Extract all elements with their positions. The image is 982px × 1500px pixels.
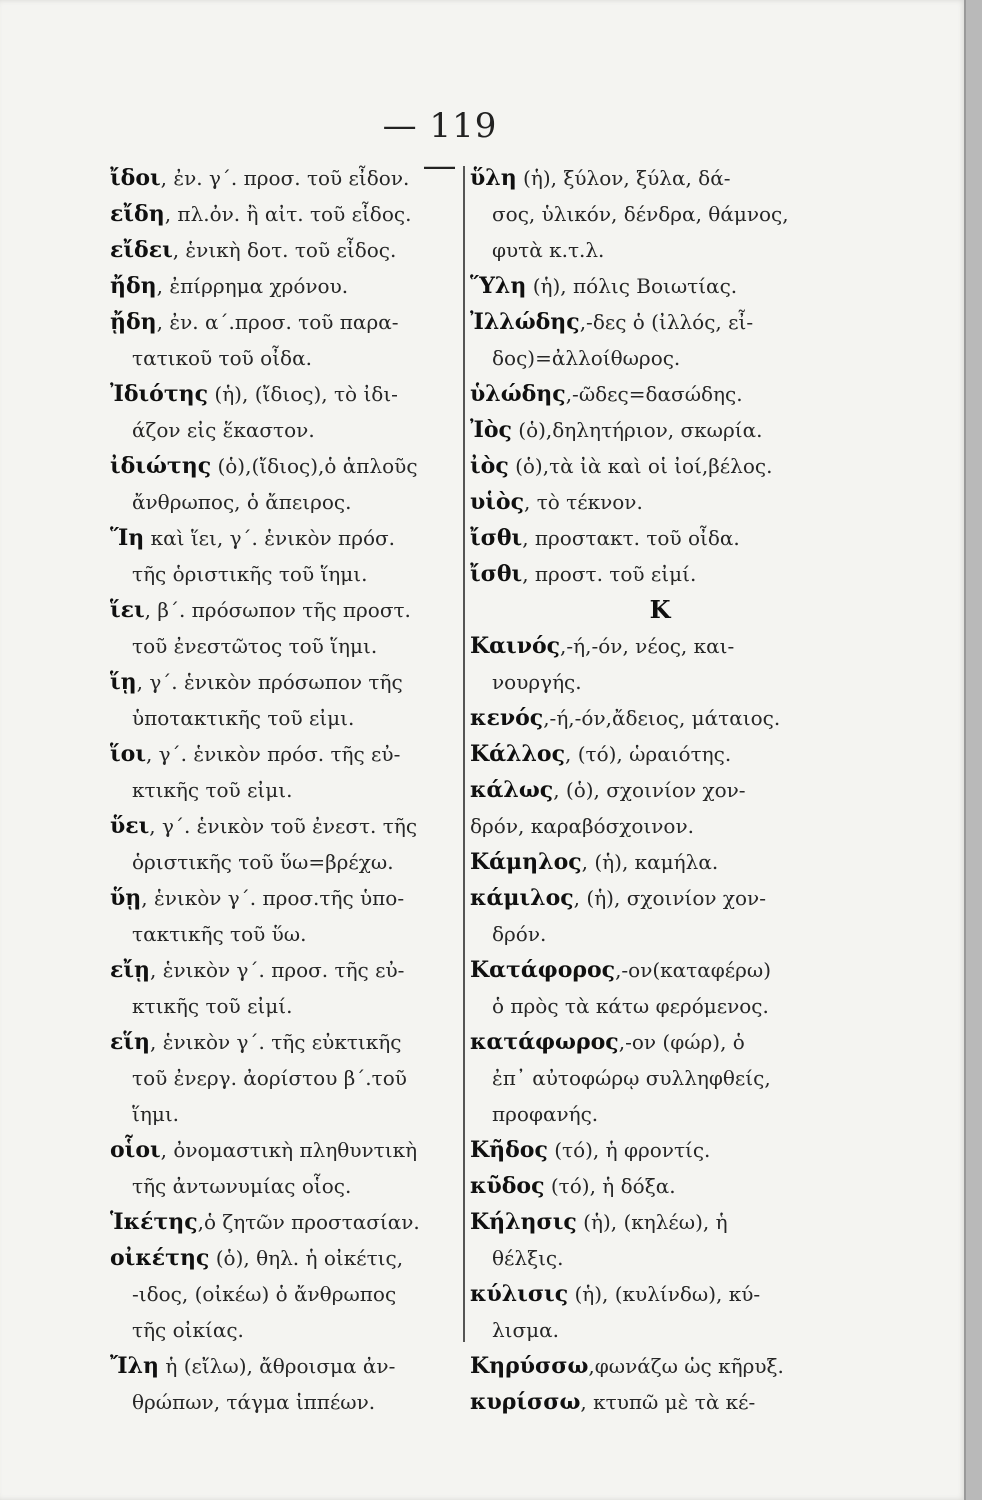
headword: ἵοι — [110, 741, 146, 767]
definition-text: κτικῆς τοῦ εἰμι. — [132, 778, 293, 802]
definition-text: , ἑνικὸν γ΄. προσ. τῆς εὐ- — [150, 958, 405, 982]
dictionary-entry — [470, 1024, 850, 1060]
headword: ἴσθι — [470, 525, 523, 551]
headword: Κάμηλος — [470, 849, 582, 875]
headword: ἤδη — [110, 273, 157, 299]
headword: Ἰδιότης — [110, 381, 209, 407]
definition-text: , ὀνομαστικὴ πληθυντικὴ — [160, 1138, 418, 1162]
definition-text: τῆς ἀντωνυμίας οἷος. — [132, 1174, 352, 1198]
definition-text: ὁριστικῆς τοῦ ὕω=βρέχω. — [132, 850, 394, 874]
dictionary-entry — [470, 952, 850, 988]
entry-continuation — [110, 700, 462, 736]
dictionary-entry — [110, 664, 462, 700]
headword: ἵει — [110, 597, 145, 623]
definition-text: (ἡ), πόλις Βοιωτίας. — [526, 274, 738, 298]
definition-text: , γ΄. ἑνικὸν πρόσ. τῆς εὐ- — [145, 742, 401, 766]
dictionary-entry — [470, 412, 850, 448]
definition-text: θέλξις. — [492, 1246, 564, 1270]
dictionary-entry — [110, 808, 462, 844]
definition-text: κτικῆς τοῦ εἰμί. — [132, 994, 293, 1018]
entry-continuation — [110, 844, 462, 880]
entry-continuation — [110, 1168, 462, 1204]
definition-text: ἡ (εἴλω), ἄθροισμα ἀν- — [159, 1354, 396, 1378]
headword: ἴσθι — [470, 561, 523, 587]
headword: οἰκέτης — [110, 1245, 210, 1271]
definition-text: ,ὁ ζητῶν προστασίαν. — [197, 1210, 420, 1234]
dictionary-entry — [470, 628, 850, 664]
entry-continuation — [470, 1096, 850, 1132]
definition-text: νουργής. — [492, 670, 582, 694]
page-edge — [964, 0, 982, 1500]
definition-text: , κτυπῶ μὲ τὰ κέ- — [580, 1390, 756, 1414]
definition-text: , (ὁ), σχοινίον χον- — [553, 778, 746, 802]
definition-text: τοῦ ἐνεστῶτος τοῦ ἵημι. — [132, 634, 378, 658]
definition-text: , ἑνικὸν γ΄. τῆς εὐκτικῆς — [150, 1030, 402, 1054]
definition-text: , ἑνικὴ δοτ. τοῦ εἶδος. — [172, 238, 397, 262]
dictionary-entry — [470, 1132, 850, 1168]
headword: κυρίσσω — [470, 1389, 581, 1415]
definition-text: (ἡ), ξύλον, ξύλα, δά- — [516, 166, 731, 190]
definition-text: (ὁ),τὰ ἰὰ καὶ οἱ ἰοί,βέλος. — [508, 454, 773, 478]
dictionary-entry — [110, 1348, 462, 1384]
dictionary-entry — [110, 1204, 462, 1240]
definition-text: τῆς ὁριστικῆς τοῦ ἵημι. — [132, 562, 368, 586]
definition-text: ὑποτακτικῆς τοῦ εἰμι. — [132, 706, 355, 730]
entry-continuation — [470, 664, 850, 700]
dictionary-entry — [470, 1276, 850, 1312]
headword: Ἰὸς — [470, 417, 512, 443]
definition-text: -ιδος, (οἰκέω) ὁ ἄνθρωπος — [132, 1282, 397, 1306]
definition-text: , β΄. πρόσωπον τῆς προστ. — [144, 598, 411, 622]
definition-text: (ὁ),(ἴδιος),ὁ ἁπλοῦς — [211, 454, 418, 478]
headword: εἴῃ — [110, 957, 151, 983]
entry-continuation — [110, 916, 462, 952]
definition-text: , προστ. τοῦ εἰμί. — [522, 562, 697, 586]
left-column — [110, 160, 462, 1420]
entry-continuation — [110, 1384, 462, 1420]
headword: ἰὸς — [470, 453, 509, 479]
headword: εἴδει — [110, 237, 173, 263]
section-letter: K — [649, 595, 671, 624]
definition-text: φυτὰ κ.τ.λ. — [492, 238, 605, 262]
headword: Ἰλλώδης — [470, 309, 580, 335]
definition-text: , γ΄. ἑνικὸν τοῦ ἐνεστ. τῆς — [149, 814, 418, 838]
dictionary-entry — [470, 1204, 850, 1240]
dictionary-entry — [470, 736, 850, 772]
dictionary-entry — [470, 1384, 850, 1420]
dictionary-entry — [110, 448, 462, 484]
definition-text: τοῦ ἐνεργ. ἀορίστου β΄.τοῦ — [132, 1066, 407, 1090]
headword: οἷοι — [110, 1137, 161, 1163]
dictionary-entry — [110, 592, 462, 628]
definition-text: , πλ.ὀν. ἢ αἰτ. τοῦ εἶδος. — [164, 202, 412, 226]
dictionary-entry — [110, 520, 462, 556]
headword: κάμιλος — [470, 885, 574, 911]
dictionary-entry — [110, 736, 462, 772]
definition-text: (τό), ἡ φροντίς. — [547, 1138, 711, 1162]
headword: Ὕλη — [470, 273, 527, 299]
entry-continuation — [470, 232, 850, 268]
dictionary-entry — [110, 160, 462, 196]
headword: ἵῃ — [110, 669, 137, 695]
entry-continuation — [470, 1240, 850, 1276]
definition-text: δρόν, καραβόσχοινον. — [470, 814, 694, 838]
definition-text: ,-ή,-όν,ἄδειος, μάταιος. — [543, 706, 781, 730]
headword: εἵη — [110, 1029, 151, 1055]
definition-text: καὶ ἵει, γ΄. ἑνικὸν πρόσ. — [144, 526, 396, 550]
headword: Ἴλη — [110, 1353, 159, 1379]
dictionary-entry — [110, 880, 462, 916]
entry-continuation — [110, 484, 462, 520]
definition-text: ἄνθρωπος, ὁ ἄπειρος. — [132, 490, 352, 514]
dictionary-entry — [110, 1240, 462, 1276]
entry-continuation — [470, 916, 850, 952]
definition-text: ἵημι. — [132, 1102, 180, 1126]
entry-continuation — [110, 772, 462, 808]
definition-text: σος, ὑλικόν, δένδρα, θάμνος, — [492, 202, 789, 226]
dictionary-entry — [470, 1348, 850, 1384]
dictionary-entry — [470, 268, 850, 304]
definition-text: ὁ πρὸς τὰ κάτω φερόμενος. — [492, 994, 769, 1018]
headword: ἰδιώτης — [110, 453, 212, 479]
definition-text: , προστακτ. τοῦ οἶδα. — [522, 526, 740, 550]
entry-continuation — [110, 988, 462, 1024]
entry-continuation — [110, 1312, 462, 1348]
definition-text: , γ΄. ἑνικὸν πρόσωπον τῆς — [136, 670, 403, 694]
dictionary-entry — [110, 1024, 462, 1060]
definition-text: (ἡ), (ἴδιος), τὸ ἰδι- — [208, 382, 398, 406]
definition-text: (τό), ἡ δόξα. — [544, 1174, 676, 1198]
dictionary-entry — [470, 592, 850, 628]
entry-continuation — [470, 1060, 850, 1096]
definition-text: ,-ον(καταφέρω) — [615, 958, 771, 982]
headword: κατάφωρος — [470, 1029, 619, 1055]
definition-text: , ἐν. γ΄. προσ. τοῦ εἶδον. — [160, 166, 410, 190]
dictionary-entry — [470, 772, 850, 808]
definition-text: (ἡ), (κηλέω), ἡ — [576, 1210, 728, 1234]
definition-text: (ὁ), θηλ. ἡ οἰκέτις, — [209, 1246, 404, 1270]
headword: Κῆδος — [470, 1137, 548, 1163]
headword: Κάλλος — [470, 741, 565, 767]
headword: κῦδος — [470, 1173, 545, 1199]
dictionary-entry — [470, 304, 850, 340]
definition-text: προφανής. — [492, 1102, 599, 1126]
right-column — [470, 160, 850, 1420]
definition-text: ,-ῶδες=δασώδης. — [565, 382, 743, 406]
definition-text: , (τό), ὡραιότης. — [564, 742, 732, 766]
column-divider — [463, 166, 465, 1342]
dictionary-entry — [110, 1132, 462, 1168]
definition-text: δρόν. — [492, 922, 547, 946]
dictionary-entry — [110, 196, 462, 232]
headword: Ἱκέτης — [110, 1209, 198, 1235]
dictionary-entry — [470, 448, 850, 484]
definition-text: θρώπων, τάγμα ἱππέων. — [132, 1390, 376, 1414]
headword: ᾔδη — [110, 309, 157, 335]
entry-continuation — [470, 988, 850, 1024]
definition-text: ,φωνάζω ὡς κῆρυξ. — [588, 1354, 784, 1378]
headword: Κήλησις — [470, 1209, 577, 1235]
headword: εἴδη — [110, 201, 165, 227]
dictionary-entry — [470, 160, 850, 196]
page-number: — 119 — — [382, 106, 498, 186]
entry-continuation — [110, 1060, 462, 1096]
dictionary-entry — [110, 232, 462, 268]
entry-continuation — [470, 808, 850, 844]
dictionary-entry — [470, 376, 850, 412]
definition-text: , (ἡ), καμήλα. — [581, 850, 719, 874]
headword: Κηρύσσω — [470, 1353, 589, 1379]
definition-text: , ἐν. α΄.προσ. τοῦ παρα- — [156, 310, 399, 334]
definition-text: λισμα. — [492, 1318, 560, 1342]
entry-continuation — [470, 196, 850, 232]
entry-continuation — [110, 1096, 462, 1132]
headword: Ἵη — [110, 525, 145, 551]
definition-text: (ἡ), (κυλίνδω), κύ- — [568, 1282, 761, 1306]
definition-text: δος)=ἀλλοίθωρος. — [492, 346, 681, 370]
headword: ὕῃ — [110, 885, 142, 911]
definition-text: , τὸ τέκνον. — [523, 490, 643, 514]
dictionary-entry — [470, 556, 850, 592]
dictionary-entry — [470, 484, 850, 520]
definition-text: , ἐπίρρημα χρόνου. — [156, 274, 349, 298]
definition-text: τακτικῆς τοῦ ὕω. — [132, 922, 307, 946]
headword: υἱὸς — [470, 489, 524, 515]
entry-continuation — [110, 628, 462, 664]
headword: Κατάφορος — [470, 957, 616, 983]
headword: ὑλώδης — [470, 381, 566, 407]
dictionary-entry — [110, 376, 462, 412]
entry-continuation — [110, 556, 462, 592]
entry-continuation — [110, 412, 462, 448]
dictionary-entry — [470, 880, 850, 916]
definition-text: άζον εἰς ἕκαστον. — [132, 418, 315, 442]
definition-text: τῆς οἰκίας. — [132, 1318, 244, 1342]
dictionary-entry — [470, 700, 850, 736]
definition-text: ,-ή,-όν, νέος, και- — [560, 634, 735, 658]
definition-text: (ὁ),δηλητήριον, σκωρία. — [511, 418, 763, 442]
dictionary-entry — [110, 304, 462, 340]
dictionary-entry — [110, 952, 462, 988]
definition-text: , ἑνικὸν γ΄. προσ.τῆς ὑπο- — [141, 886, 405, 910]
definition-text: , (ἡ), σχοινίον χον- — [573, 886, 766, 910]
dictionary-entry — [470, 844, 850, 880]
dictionary-entry — [110, 268, 462, 304]
entry-continuation — [110, 1276, 462, 1312]
definition-text: τατικοῦ τοῦ οἶδα. — [132, 346, 312, 370]
headword: κύλισις — [470, 1281, 569, 1307]
headword: κάλως — [470, 777, 554, 803]
headword: ὕει — [110, 813, 150, 839]
dictionary-entry — [470, 520, 850, 556]
entry-continuation — [470, 1312, 850, 1348]
headword: Καινός — [470, 633, 561, 659]
definition-text: ἐπ᾽ αὐτοφώρῳ συλληφθείς, — [492, 1066, 771, 1090]
definition-text: ,-δες ὁ (ἰλλός, εἶ- — [579, 310, 754, 334]
entry-continuation — [110, 340, 462, 376]
entry-continuation — [470, 340, 850, 376]
definition-text: ,-ον (φώρ), ὁ — [618, 1030, 745, 1054]
headword: ἴδοι — [110, 165, 161, 191]
dictionary-entry — [470, 1168, 850, 1204]
headword: κενός — [470, 705, 544, 731]
headword: ὕλη — [470, 165, 517, 191]
